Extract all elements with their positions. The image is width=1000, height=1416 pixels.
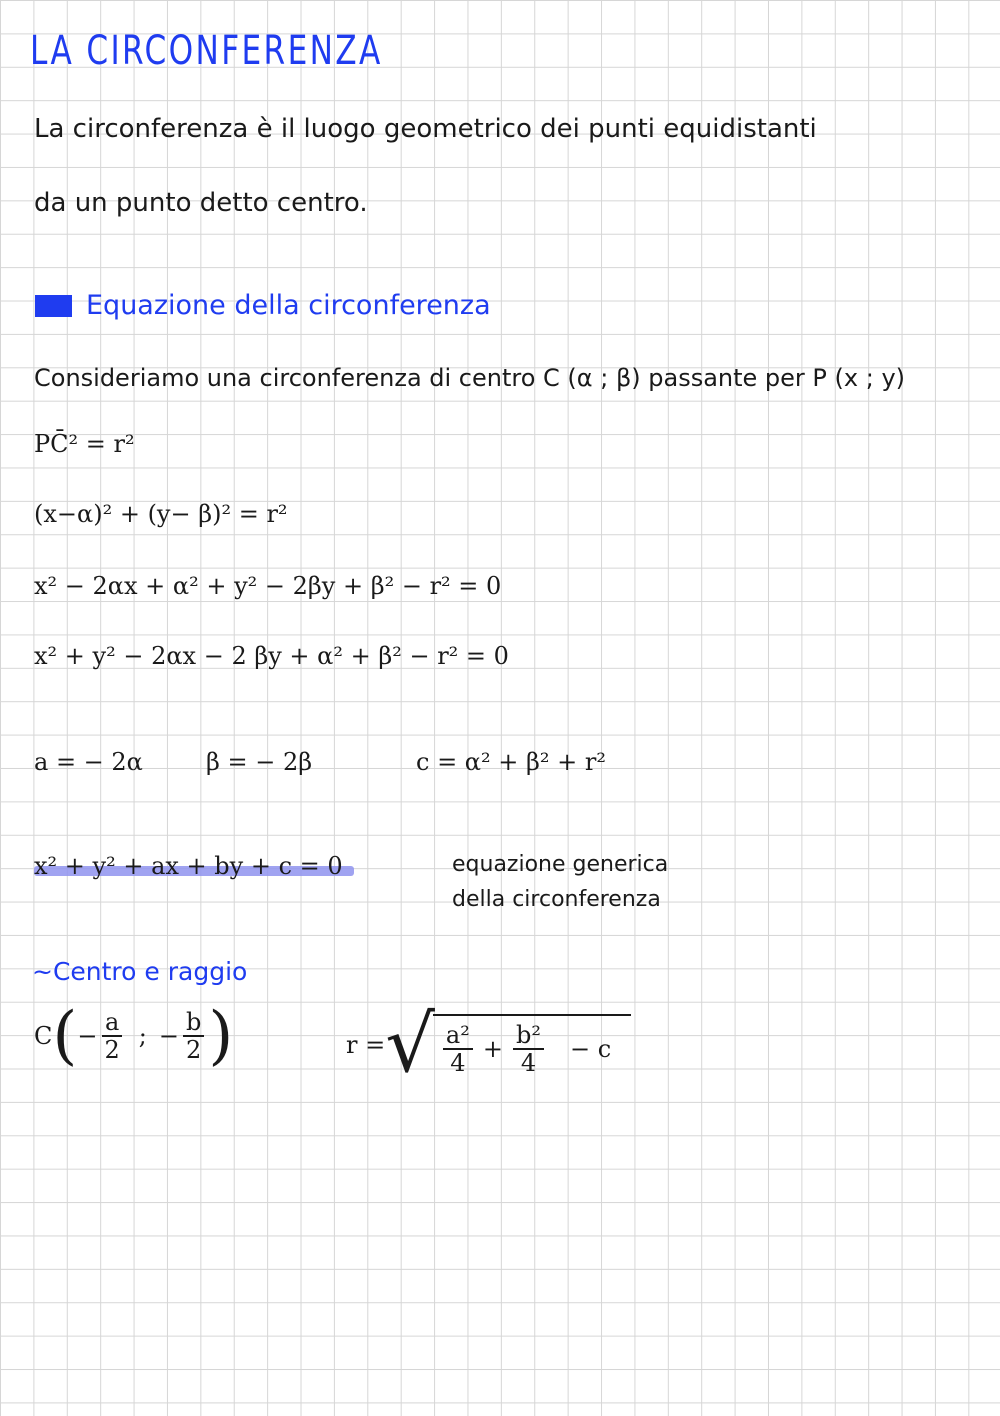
equation-reordered: x² + y² − 2αx − 2 βy + α² + β² − r² = 0 xyxy=(34,642,509,670)
radius-b-numerator: b² xyxy=(513,1022,544,1050)
paren-close: ) xyxy=(208,999,234,1073)
equation-pc-squared: PC̄² = r² xyxy=(34,430,135,458)
radius-fraction-a xyxy=(443,1022,473,1077)
equation-distance: (x−α)² + (y− β)² = r² xyxy=(34,500,288,528)
paren-open: ( xyxy=(52,999,78,1073)
tilde-icon: ~ xyxy=(32,957,53,986)
radius-tail: − c xyxy=(569,1035,612,1063)
plus-sign: + xyxy=(482,1035,503,1063)
intro-text: Consideriamo una circonferenza di centro C (α ; β) passante per P (x ; y) xyxy=(34,364,906,392)
center-x-fraction xyxy=(101,1009,122,1064)
general-label-line-1: equazione generica xyxy=(452,852,669,877)
general-equation: x² + y² + ax + by + c = 0 xyxy=(34,852,343,880)
radius-fraction-b xyxy=(513,1022,544,1077)
coefficient-b: β = − 2β xyxy=(206,748,313,776)
coefficient-c: c = α² + β² + r² xyxy=(416,748,606,776)
center-label: C xyxy=(34,1022,53,1050)
radius-label: r = xyxy=(346,1031,386,1059)
minus-sign-2: − xyxy=(158,1022,179,1050)
center-y-denominator: 2 xyxy=(185,1036,202,1064)
center-y-fraction xyxy=(183,1009,204,1064)
radius-a-numerator: a² xyxy=(443,1022,473,1050)
equation-expanded: x² − 2αx + α² + y² − 2βy + β² − r² = 0 xyxy=(34,572,502,600)
center-formula xyxy=(34,999,234,1073)
definition-line-2: da un punto detto centro. xyxy=(34,188,368,218)
radical-icon: √ xyxy=(385,1000,435,1090)
page-title: LA CIRCONFERENZA xyxy=(30,28,383,74)
square-root xyxy=(385,1000,631,1090)
center-y-numerator: b xyxy=(183,1009,204,1037)
general-label-line-2: della circonferenza xyxy=(452,887,661,912)
center-x-denominator: 2 xyxy=(104,1036,120,1064)
radius-a-denominator: 4 xyxy=(450,1049,466,1077)
radicand xyxy=(433,1014,631,1077)
radius-b-denominator: 4 xyxy=(520,1049,537,1077)
subsection-title-center-radius xyxy=(32,957,247,986)
section-bullet-square xyxy=(35,295,72,317)
subsection-title-text: Centro e raggio xyxy=(52,957,248,986)
semicolon: ; xyxy=(138,1022,147,1050)
section-title-equation: Equazione della circonferenza xyxy=(86,290,491,321)
coefficient-a: a = − 2α xyxy=(34,748,143,776)
minus-sign: − xyxy=(77,1022,98,1050)
definition-line-1: La circonferenza è il luogo geometrico dei punti equidistanti xyxy=(34,114,817,144)
radius-formula xyxy=(346,1000,631,1090)
center-x-numerator: a xyxy=(102,1009,122,1037)
